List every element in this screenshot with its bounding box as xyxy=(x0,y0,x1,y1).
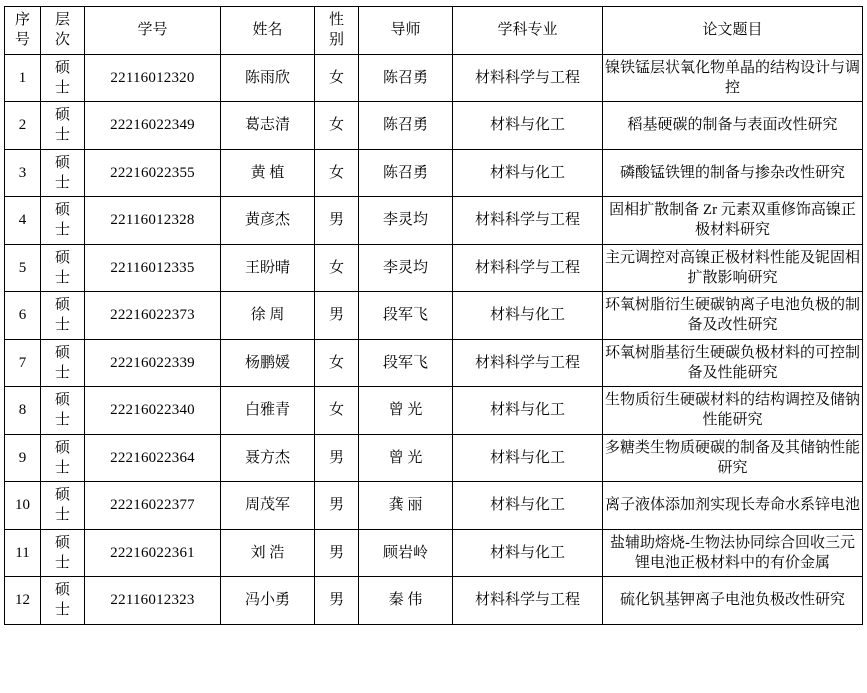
cell-advisor: 曾 光 xyxy=(359,434,453,482)
cell-level: 硕 士 xyxy=(41,434,85,482)
table-row xyxy=(5,149,863,197)
cell-level: 硕 士 xyxy=(41,197,85,245)
column-header-advisor: 导师 xyxy=(359,7,453,55)
cell-major: 材料科学与工程 xyxy=(453,339,603,387)
cell-major: 材料科学与工程 xyxy=(453,577,603,625)
cell-gender: 女 xyxy=(315,102,359,150)
cell-major: 材料与化工 xyxy=(453,149,603,197)
cell-name: 王盼晴 xyxy=(221,244,315,292)
cell-gender: 男 xyxy=(315,197,359,245)
cell-name: 陈雨欣 xyxy=(221,54,315,102)
cell-name: 聂方杰 xyxy=(221,434,315,482)
table-row xyxy=(5,54,863,102)
cell-student-id: 22116012328 xyxy=(85,197,221,245)
cell-advisor: 陈召勇 xyxy=(359,102,453,150)
cell-student-id: 22116012320 xyxy=(85,54,221,102)
cell-level: 硕 士 xyxy=(41,102,85,150)
cell-advisor: 陈召勇 xyxy=(359,149,453,197)
cell-gender: 男 xyxy=(315,482,359,530)
cell-student-id: 22116012323 xyxy=(85,577,221,625)
cell-level: 硕 士 xyxy=(41,244,85,292)
column-header-major: 学科专业 xyxy=(453,7,603,55)
cell-index: 7 xyxy=(5,339,41,387)
cell-major: 材料与化工 xyxy=(453,434,603,482)
cell-student-id: 22216022339 xyxy=(85,339,221,387)
cell-advisor: 李灵均 xyxy=(359,197,453,245)
cell-advisor: 李灵均 xyxy=(359,244,453,292)
cell-gender: 男 xyxy=(315,434,359,482)
cell-major: 材料与化工 xyxy=(453,529,603,577)
cell-level: 硕 士 xyxy=(41,577,85,625)
cell-name: 周茂军 xyxy=(221,482,315,530)
cell-index: 1 xyxy=(5,54,41,102)
cell-student-id: 22216022361 xyxy=(85,529,221,577)
table-row xyxy=(5,244,863,292)
table-row xyxy=(5,102,863,150)
cell-student-id: 22116012335 xyxy=(85,244,221,292)
cell-thesis-title: 固相扩散制备 Zr 元素双重修饰高镍正极材料研究 xyxy=(603,197,863,245)
table-row xyxy=(5,529,863,577)
cell-thesis-title: 环氧树脂基衍生硬碳负极材料的可控制备及性能研究 xyxy=(603,339,863,387)
cell-index: 9 xyxy=(5,434,41,482)
cell-thesis-title: 稻基硬碳的制备与表面改性研究 xyxy=(603,102,863,150)
cell-name: 白雅青 xyxy=(221,387,315,435)
cell-thesis-title: 生物质衍生硬碳材料的结构调控及储钠性能研究 xyxy=(603,387,863,435)
cell-major: 材料与化工 xyxy=(453,387,603,435)
cell-name: 刘 浩 xyxy=(221,529,315,577)
cell-advisor: 龚 丽 xyxy=(359,482,453,530)
column-header-student-id: 学号 xyxy=(85,7,221,55)
cell-name: 葛志清 xyxy=(221,102,315,150)
cell-advisor: 陈召勇 xyxy=(359,54,453,102)
column-header-index: 序 号 xyxy=(5,7,41,55)
cell-student-id: 22216022364 xyxy=(85,434,221,482)
column-header-name: 姓名 xyxy=(221,7,315,55)
cell-index: 10 xyxy=(5,482,41,530)
cell-index: 5 xyxy=(5,244,41,292)
cell-thesis-title: 多糖类生物质硬碳的制备及其储钠性能研究 xyxy=(603,434,863,482)
cell-advisor: 秦 伟 xyxy=(359,577,453,625)
cell-index: 3 xyxy=(5,149,41,197)
cell-level: 硕 士 xyxy=(41,387,85,435)
cell-student-id: 22216022349 xyxy=(85,102,221,150)
cell-gender: 女 xyxy=(315,244,359,292)
cell-major: 材料科学与工程 xyxy=(453,244,603,292)
cell-level: 硕 士 xyxy=(41,339,85,387)
cell-gender: 女 xyxy=(315,387,359,435)
cell-major: 材料科学与工程 xyxy=(453,197,603,245)
cell-thesis-title: 环氧树脂衍生硬碳钠离子电池负极的制备及改性研究 xyxy=(603,292,863,340)
table-row xyxy=(5,387,863,435)
cell-gender: 女 xyxy=(315,54,359,102)
cell-thesis-title: 硫化钒基钾离子电池负极改性研究 xyxy=(603,577,863,625)
table-row xyxy=(5,197,863,245)
cell-index: 11 xyxy=(5,529,41,577)
cell-student-id: 22216022377 xyxy=(85,482,221,530)
cell-name: 冯小勇 xyxy=(221,577,315,625)
cell-index: 12 xyxy=(5,577,41,625)
column-header-title: 论文题目 xyxy=(603,7,863,55)
cell-student-id: 22216022373 xyxy=(85,292,221,340)
cell-thesis-title: 主元调控对高镍正极材料性能及铌固相扩散影响研究 xyxy=(603,244,863,292)
table-header-row xyxy=(5,7,863,55)
cell-student-id: 22216022340 xyxy=(85,387,221,435)
cell-major: 材料与化工 xyxy=(453,292,603,340)
column-header-gender: 性 别 xyxy=(315,7,359,55)
cell-gender: 女 xyxy=(315,149,359,197)
cell-name: 黄彦杰 xyxy=(221,197,315,245)
thesis-list-table xyxy=(4,6,863,625)
cell-advisor: 段军飞 xyxy=(359,292,453,340)
cell-gender: 男 xyxy=(315,577,359,625)
table-row xyxy=(5,482,863,530)
cell-index: 8 xyxy=(5,387,41,435)
cell-student-id: 22216022355 xyxy=(85,149,221,197)
cell-gender: 女 xyxy=(315,339,359,387)
cell-advisor: 顾岩岭 xyxy=(359,529,453,577)
cell-name: 杨鹏媛 xyxy=(221,339,315,387)
table-row xyxy=(5,292,863,340)
cell-index: 2 xyxy=(5,102,41,150)
table-body xyxy=(5,54,863,624)
cell-advisor: 段军飞 xyxy=(359,339,453,387)
cell-major: 材料与化工 xyxy=(453,482,603,530)
cell-index: 6 xyxy=(5,292,41,340)
cell-major: 材料科学与工程 xyxy=(453,54,603,102)
cell-thesis-title: 镍铁锰层状氧化物单晶的结构设计与调控 xyxy=(603,54,863,102)
table-row xyxy=(5,434,863,482)
table-row xyxy=(5,577,863,625)
cell-index: 4 xyxy=(5,197,41,245)
cell-gender: 男 xyxy=(315,529,359,577)
cell-level: 硕 士 xyxy=(41,54,85,102)
cell-thesis-title: 离子液体添加剂实现长寿命水系锌电池 xyxy=(603,482,863,530)
column-header-level: 层 次 xyxy=(41,7,85,55)
cell-name: 黄 植 xyxy=(221,149,315,197)
cell-advisor: 曾 光 xyxy=(359,387,453,435)
cell-level: 硕 士 xyxy=(41,149,85,197)
cell-name: 徐 周 xyxy=(221,292,315,340)
table-row xyxy=(5,339,863,387)
cell-thesis-title: 盐辅助熔烧-生物法协同综合回收三元锂电池正极材料中的有价金属 xyxy=(603,529,863,577)
cell-level: 硕 士 xyxy=(41,292,85,340)
cell-level: 硕 士 xyxy=(41,482,85,530)
cell-gender: 男 xyxy=(315,292,359,340)
cell-thesis-title: 磷酸锰铁锂的制备与掺杂改性研究 xyxy=(603,149,863,197)
cell-level: 硕 士 xyxy=(41,529,85,577)
cell-major: 材料与化工 xyxy=(453,102,603,150)
